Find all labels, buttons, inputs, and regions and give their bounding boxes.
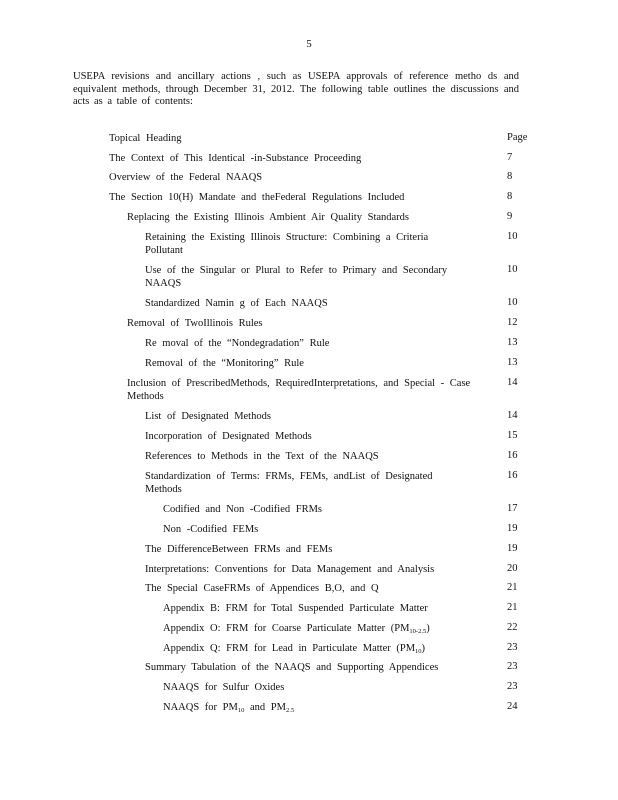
- toc-entry-title: Use of the Singular or Plural to Refer to Primary and Secondary NAAQS: [145, 265, 448, 289]
- toc-heading-label: Topical Heading: [109, 133, 182, 144]
- toc-page-label: Page: [507, 132, 528, 143]
- toc-entry-page: 16: [507, 450, 518, 461]
- toc-entry-title-close: ): [426, 623, 430, 634]
- toc-entry-page: 23: [507, 681, 518, 692]
- toc-entry-page: 13: [507, 337, 518, 348]
- toc-entry-title: Incorporation of Designated Methods: [145, 431, 312, 442]
- toc-entry-page: 23: [507, 642, 518, 653]
- toc-entry-title: Retaining the Existing Illinois Structure: Combining a Criteria Pollutant: [145, 232, 429, 256]
- toc-entry-page: 23: [507, 661, 518, 672]
- toc-entry-title: [163, 701, 294, 714]
- toc-entry-title: Appendix B: FRM for Total Suspended Particulate Matter: [163, 603, 428, 614]
- toc-entry-title: Overview of the Federal NAAQS: [109, 172, 263, 183]
- toc-entry-title-text: Appendix O: FRM for Coarse Particulate Matter (PM: [163, 623, 410, 634]
- subscript: 2.5: [285, 707, 295, 714]
- toc-entry-page: 22: [507, 622, 518, 633]
- toc-entry-title: Replacing the Existing Illinois Ambient Air Quality Standards: [127, 212, 410, 223]
- toc-entry-title: Non -Codified FEMs: [163, 524, 259, 535]
- toc-entry-page: 16: [507, 470, 518, 481]
- toc-entry-title: Standardized Namin g of Each NAAQS: [145, 298, 328, 309]
- toc-entry-title: Interpretations: Conventions for Data Management and Analysis: [145, 564, 435, 575]
- toc-entry-title: Re moval of the “Nondegradation” Rule: [145, 338, 330, 349]
- toc-entry-title: Summary Tabulation of the NAAQS and Supporting Appendices: [145, 662, 439, 673]
- intro-paragraph: USEPA revisions and ancillary actions , such as USEPA approvals of reference metho ds and equivalent methods, through December 31, 2012. The following table outlines the discussions and acts as a table of contents:: [73, 71, 519, 107]
- toc-entry-page: 13: [507, 357, 518, 368]
- toc-entry-title: Inclusion of PrescribedMethods, RequiredInterpretations, and Special - Case Methods: [127, 378, 471, 402]
- toc-entry-title: References to Methods in the Text of the NAAQS: [145, 451, 379, 462]
- toc-entry-page: 14: [507, 410, 518, 421]
- toc-entry-page: 12: [507, 317, 518, 328]
- subscript: 10: [415, 648, 422, 655]
- subscript: 10-2.5: [409, 628, 427, 635]
- toc-entry-title: The DifferenceBetween FRMs and FEMs: [145, 544, 333, 555]
- toc-entry-page: 8: [507, 191, 513, 202]
- toc-entry-page: 8: [507, 171, 513, 182]
- toc-entry-title: The Context of This Identical -in-Substance Proceeding: [109, 153, 362, 164]
- toc-entry-title: [163, 642, 425, 655]
- toc-entry-title: The Section 10(H) Mandate and theFederal Regulations Included: [109, 192, 405, 203]
- toc-entry-page: 10: [507, 297, 518, 308]
- page-number: 5: [306, 38, 312, 50]
- toc-entry-title: [163, 622, 430, 635]
- toc-entry-title-text: and PM: [244, 702, 286, 713]
- toc-entry-title-text: NAAQS for PM: [163, 702, 238, 713]
- toc-entry-page: 14: [507, 377, 518, 388]
- toc-entry-title-close: ): [421, 643, 426, 654]
- toc-entry-page: 20: [507, 563, 518, 574]
- toc-entry-title: List of Designated Methods: [145, 411, 271, 422]
- toc-entry-page: 10: [507, 231, 518, 242]
- toc-entry-page: 17: [507, 503, 518, 514]
- toc-entry-page: 19: [507, 543, 518, 554]
- toc-entry-title: Codified and Non -Codified FRMs: [163, 504, 322, 515]
- toc-entry-title: The Special CaseFRMs of Appendices B,O, and Q: [145, 583, 379, 594]
- toc-entry-title: Standardization of Terms: FRMs, FEMs, andList of Designated Methods: [145, 471, 433, 495]
- toc-entry-page: 24: [507, 701, 518, 712]
- toc-entry-title: Removal of TwoIllinois Rules: [127, 318, 263, 329]
- toc-entry-page: 9: [507, 211, 513, 222]
- toc-entry-title: Removal of the “Monitoring” Rule: [145, 358, 304, 369]
- subscript: 10: [237, 707, 245, 714]
- toc-entry-title-text: Appendix Q: FRM for Lead in Particulate Matter (PM: [163, 643, 416, 654]
- toc-entry-page: 7: [507, 152, 513, 163]
- toc-entry-title: NAAQS for Sulfur Oxides: [163, 682, 285, 693]
- toc-entry-page: 15: [507, 430, 518, 441]
- toc-entry-page: 19: [507, 523, 518, 534]
- toc-entry-page: 21: [507, 602, 518, 613]
- toc-entry-page: 10: [507, 264, 518, 275]
- toc-entry-page: 21: [507, 582, 518, 593]
